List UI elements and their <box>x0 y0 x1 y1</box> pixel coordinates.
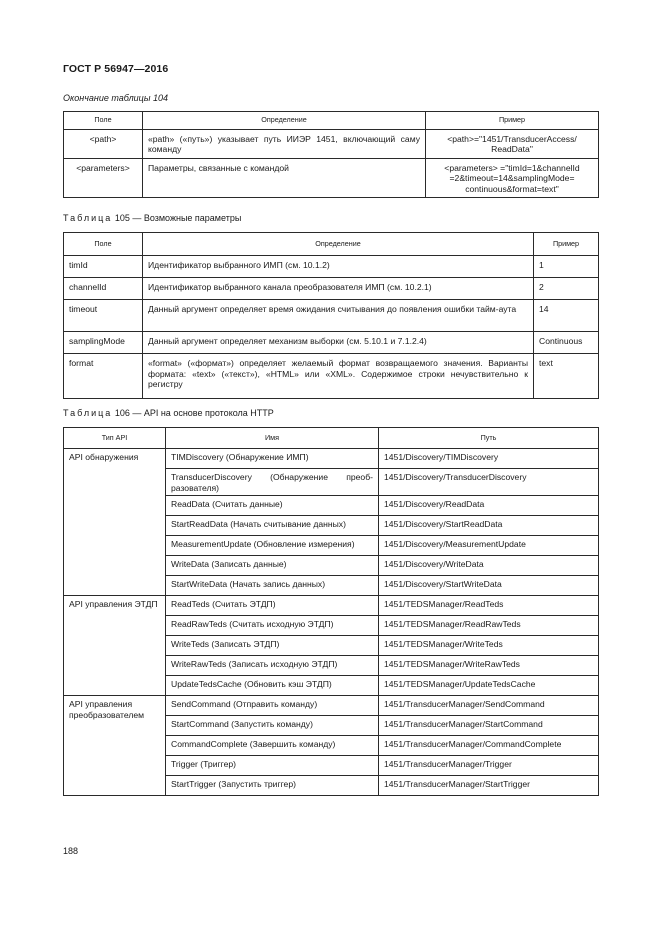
column-header-api-type: Тип API <box>64 428 166 449</box>
api-path-cell: 1451/Discovery/MeasurementUpdate <box>379 536 599 556</box>
api-name-cell: Trigger (Триггер) <box>166 756 379 776</box>
api-type-cell: API обнаружения <box>64 449 166 596</box>
table-row <box>64 449 599 469</box>
table-105-caption <box>63 213 241 223</box>
api-name-cell: TIMDiscovery (Обнаружение ИМП) <box>166 449 379 469</box>
api-path-cell: 1451/TEDSManager/WriteRawTeds <box>379 656 599 676</box>
table-106-caption-text: 106 — API на основе протокола HTTP <box>114 408 274 418</box>
api-name-cell: WriteRawTeds (Записать исходную ЭТДП) <box>166 656 379 676</box>
api-name-cell: SendCommand (Отправить команду) <box>166 696 379 716</box>
api-path-cell: 1451/Discovery/TIMDiscovery <box>379 449 599 469</box>
table-106-caption-label: Таблица <box>63 408 113 418</box>
api-type-cell: API управления преобразователем <box>64 696 166 796</box>
field-cell: timeout <box>64 300 143 332</box>
api-path-cell: 1451/TEDSManager/ReadRawTeds <box>379 616 599 636</box>
api-path-cell: 1451/TransducerManager/StartTrigger <box>379 776 599 796</box>
definition-cell: Данный аргумент определяет механизм выборки (см. 5.10.1 и 7.1.2.4) <box>143 332 534 354</box>
column-header-name: Имя <box>166 428 379 449</box>
api-name-cell: TransducerDiscovery (Обнаружение преоб-разователя) <box>166 469 379 496</box>
api-name-cell: MeasurementUpdate (Обновление измерения) <box>166 536 379 556</box>
column-header-definition: Определение <box>143 112 426 130</box>
table-106 <box>63 427 599 796</box>
definition-cell: «format» («формат») определяет желаемый формат возвращаемого значения. Варианты формата: «text» («текст»), «HTML» или «XML». Содержимое строки нечувствительно к регистру <box>143 354 534 399</box>
table-row <box>64 300 599 332</box>
table-105 <box>63 232 599 399</box>
api-path-cell: 1451/TransducerManager/Trigger <box>379 756 599 776</box>
table-row <box>64 354 599 399</box>
api-name-cell: ReadRawTeds (Считать исходную ЭТДП) <box>166 616 379 636</box>
table-row <box>64 596 599 616</box>
api-path-cell: 1451/TEDSManager/WriteTeds <box>379 636 599 656</box>
table-row <box>64 696 599 716</box>
table-104 <box>63 111 599 198</box>
api-path-cell: 1451/TransducerManager/CommandComplete <box>379 736 599 756</box>
table-row <box>64 332 599 354</box>
api-name-cell: UpdateTedsCache (Обновить кэш ЭТДП) <box>166 676 379 696</box>
field-cell: samplingMode <box>64 332 143 354</box>
table-row <box>64 278 599 300</box>
api-name-cell: ReadTeds (Считать ЭТДП) <box>166 596 379 616</box>
example-cell: Continuous <box>534 332 599 354</box>
table-105-caption-text: 105 — Возможные параметры <box>114 213 242 223</box>
api-path-cell: 1451/Discovery/WriteData <box>379 556 599 576</box>
example-cell: <path>="1451/TransducerAccess/ ReadData" <box>426 129 599 158</box>
table-row <box>64 129 599 158</box>
api-name-cell: StartReadData (Начать считывание данных) <box>166 516 379 536</box>
column-header-definition: Определение <box>143 233 534 256</box>
definition-cell: Идентификатор выбранного ИМП (см. 10.1.2) <box>143 256 534 278</box>
definition-cell: Идентификатор выбранного канала преобразователя ИМП (см. 10.2.1) <box>143 278 534 300</box>
api-path-cell: 1451/TEDSManager/ReadTeds <box>379 596 599 616</box>
standard-title: ГОСТ Р 56947—2016 <box>63 63 169 75</box>
column-header-example: Пример <box>426 112 599 130</box>
table-row <box>64 158 599 198</box>
api-name-cell: StartTrigger (Запустить триггер) <box>166 776 379 796</box>
example-cell: 14 <box>534 300 599 332</box>
api-path-cell: 1451/Discovery/ReadData <box>379 496 599 516</box>
api-path-cell: 1451/TEDSManager/UpdateTedsCache <box>379 676 599 696</box>
field-cell: <parameters> <box>64 158 143 198</box>
api-name-cell: WriteTeds (Записать ЭТДП) <box>166 636 379 656</box>
api-path-cell: 1451/Discovery/StartWriteData <box>379 576 599 596</box>
definition-cell: Данный аргумент определяет время ожидания считывания до появления ошибки тайм-аута <box>143 300 534 332</box>
field-cell: format <box>64 354 143 399</box>
table-105-caption-label: Таблица <box>63 213 113 223</box>
definition-cell: «path» («путь») указывает путь ИИЭР 1451, включающий саму команду <box>143 129 426 158</box>
api-path-cell: 1451/TransducerManager/StartCommand <box>379 716 599 736</box>
example-cell: text <box>534 354 599 399</box>
column-header-field: Поле <box>64 233 143 256</box>
table-106-caption <box>63 408 274 418</box>
example-cell: 1 <box>534 256 599 278</box>
api-name-cell: CommandComplete (Завершить команду) <box>166 736 379 756</box>
api-path-cell: 1451/Discovery/TransducerDiscovery <box>379 469 599 496</box>
example-cell: <parameters> ="timId=1&channelId =2&timeout=14&samplingMode= continuous&format=text" <box>426 158 599 198</box>
column-header-example: Пример <box>534 233 599 256</box>
api-type-cell: API управления ЭТДП <box>64 596 166 696</box>
column-header-field: Поле <box>64 112 143 130</box>
definition-cell: Параметры, связанные с командой <box>143 158 426 198</box>
example-cell: 2 <box>534 278 599 300</box>
field-cell: <path> <box>64 129 143 158</box>
field-cell: timId <box>64 256 143 278</box>
api-name-cell: StartWriteData (Начать запись данных) <box>166 576 379 596</box>
page-number: 188 <box>63 846 79 856</box>
api-path-cell: 1451/Discovery/StartReadData <box>379 516 599 536</box>
api-name-cell: WriteData (Записать данные) <box>166 556 379 576</box>
api-name-cell: StartCommand (Запустить команду) <box>166 716 379 736</box>
field-cell: channelId <box>64 278 143 300</box>
api-name-cell: ReadData (Считать данные) <box>166 496 379 516</box>
api-path-cell: 1451/TransducerManager/SendCommand <box>379 696 599 716</box>
table-104-caption: Окончание таблицы 104 <box>63 93 168 103</box>
column-header-path: Путь <box>379 428 599 449</box>
table-row <box>64 256 599 278</box>
